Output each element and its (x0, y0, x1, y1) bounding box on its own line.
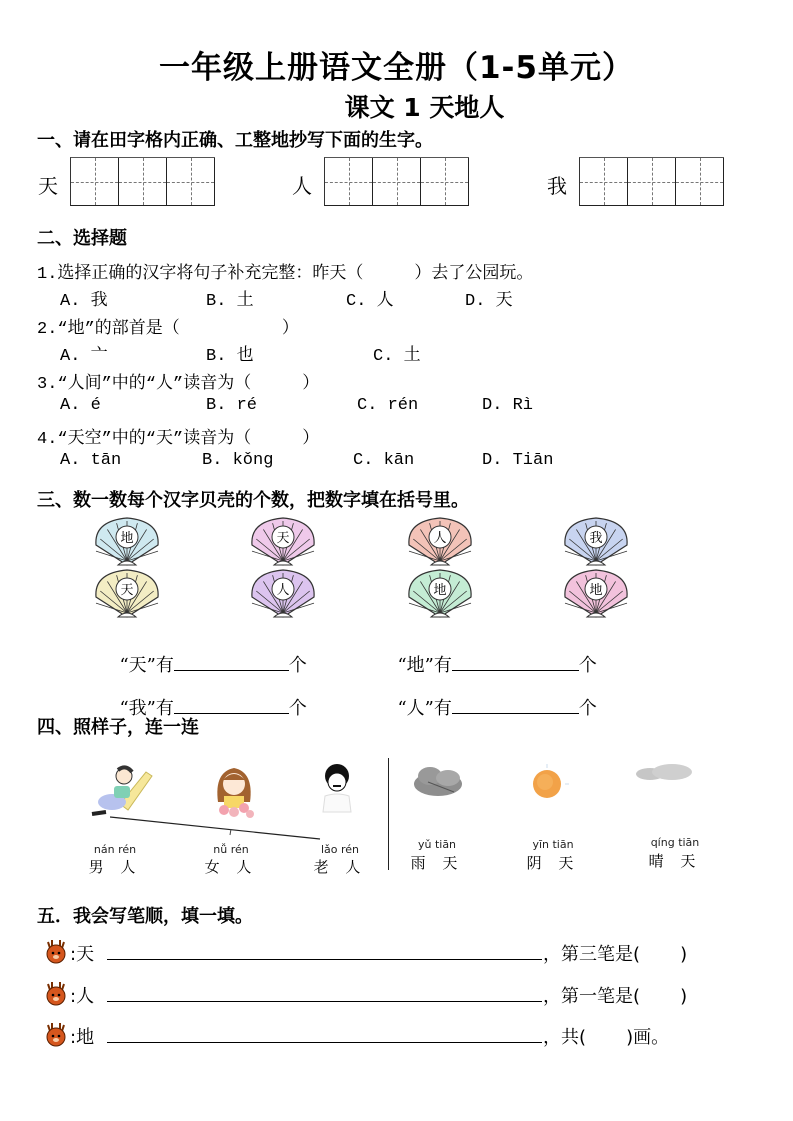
page-title: 一年级上册语文全册（1-5单元） (158, 50, 634, 86)
q3-option-a[interactable]: A. é (60, 396, 101, 415)
fill-suffix: 个 (288, 655, 307, 676)
cloud-icon[interactable] (632, 760, 697, 785)
question-3: 3.“人间”中的“人”读音为（ ） (37, 375, 320, 394)
grid-cell[interactable] (373, 158, 421, 205)
shell-char: 地 (120, 531, 134, 546)
stroke-question: ，共( )画。 (543, 1027, 670, 1048)
grid-label-ren: 人 (292, 174, 312, 198)
shell-char: 地 (433, 583, 447, 598)
grid-label-wo: 我 (547, 174, 567, 198)
word-yutian[interactable]: 雨 天 (410, 854, 464, 872)
answer-blank[interactable] (174, 697, 289, 714)
shell-1 (92, 515, 162, 567)
shell-7 (405, 567, 475, 619)
pinyin-yintian: yīn tiān (532, 838, 574, 851)
shell-char: 人 (433, 531, 447, 546)
rain-cloud-icon[interactable] (408, 762, 468, 802)
deer-icon (43, 980, 69, 1006)
stroke-char: :人 (70, 986, 95, 1007)
answer-blank[interactable] (174, 654, 289, 671)
shell-4 (561, 515, 631, 567)
section5-heading: 五．我会写笔顺，填一填。 (37, 906, 253, 927)
shell-char: 天 (120, 583, 134, 598)
fill-suffix: 个 (578, 655, 597, 676)
answer-blank[interactable] (452, 654, 579, 671)
old-man-illustration[interactable] (315, 762, 360, 817)
count-fill-tian (108, 630, 307, 677)
fill-prefix: “天”有 (119, 655, 174, 676)
stroke-question: ，第三笔是( ) (543, 944, 688, 965)
grid-cell[interactable] (167, 158, 215, 205)
q1-option-a[interactable]: A. 我 (60, 292, 108, 311)
shell-3 (405, 515, 475, 567)
q1-option-c[interactable]: C. 人 (346, 292, 394, 311)
shell-char: 人 (276, 583, 290, 598)
q3-option-b[interactable]: B. ré (206, 396, 258, 415)
stroke-question: ，第一笔是( ) (543, 986, 688, 1007)
deer-icon (43, 1021, 69, 1047)
stroke-order-blank[interactable] (107, 958, 542, 960)
question-1: 1.选择正确的汉字将句子补充完整：昨天（ ）去了公园玩。 (37, 265, 534, 284)
stroke-char: :地 (70, 1027, 95, 1048)
grid-cell[interactable] (325, 158, 373, 205)
stroke-order-blank[interactable] (107, 1041, 542, 1043)
example-connect-line (110, 815, 330, 845)
section1-heading: 一、请在田字格内正确、工整地抄写下面的生字。 (37, 130, 433, 151)
shell-2 (248, 515, 318, 567)
count-fill-ren (386, 673, 597, 720)
q4-option-a[interactable]: A. tān (60, 451, 122, 470)
q3-option-d[interactable]: D. Rì (482, 396, 534, 415)
pinyin-qingtian: qíng tiān (650, 836, 700, 849)
q2-option-c[interactable]: C. 土 (373, 347, 421, 366)
q4-option-b[interactable]: B. kǒng (202, 451, 274, 470)
grid-cell[interactable] (580, 158, 628, 205)
woman-illustration[interactable] (204, 762, 264, 822)
lesson-subtitle: 课文 1 天地人 (344, 93, 505, 122)
q3-option-c[interactable]: C. rén (357, 396, 419, 415)
deer-icon (43, 938, 69, 964)
count-fill-di (386, 630, 597, 677)
pinyin-nanren: nán rén (93, 843, 137, 856)
question-2: 2.“地”的部首是（ ） (37, 320, 299, 339)
shell-char: 天 (276, 531, 290, 546)
fill-suffix: 个 (578, 698, 597, 719)
q2-option-a[interactable]: A. 亠 (60, 347, 108, 366)
shell-char: 地 (589, 583, 603, 598)
q4-option-d[interactable]: D. Tiān (482, 451, 554, 470)
column-divider (388, 758, 389, 870)
shell-8 (561, 567, 631, 619)
tianzige-grid-tian[interactable] (70, 157, 215, 206)
stroke-order-blank[interactable] (107, 1000, 542, 1002)
grid-label-tian: 天 (38, 174, 58, 198)
shell-5 (92, 567, 162, 619)
fill-prefix: “人”有 (397, 698, 452, 719)
word-qingtian[interactable]: 晴 天 (648, 852, 702, 870)
section3-heading: 三、数一数每个汉字贝壳的个数，把数字填在括号里。 (37, 490, 469, 511)
man-illustration[interactable] (88, 762, 158, 822)
stroke-char: :天 (70, 944, 95, 965)
pinyin-laoren: lǎo rén (320, 843, 360, 856)
section2-heading: 二、选择题 (37, 228, 127, 249)
fill-suffix: 个 (288, 698, 307, 719)
word-nanren[interactable]: 男 人 (88, 858, 142, 876)
grid-cell[interactable] (676, 158, 724, 205)
shell-char: 我 (589, 531, 603, 546)
shell-6 (248, 567, 318, 619)
fill-prefix: “我”有 (119, 698, 174, 719)
q4-option-c[interactable]: C. kān (353, 451, 415, 470)
grid-cell[interactable] (119, 158, 167, 205)
section4-heading: 四、照样子，连一连 (37, 717, 199, 738)
word-nvren[interactable]: 女 人 (204, 858, 258, 876)
q1-option-b[interactable]: B. 土 (206, 292, 254, 311)
tianzige-grid-wo[interactable] (579, 157, 724, 206)
fill-prefix: “地”有 (397, 655, 452, 676)
grid-cell[interactable] (421, 158, 469, 205)
word-laoren[interactable]: 老 人 (313, 858, 367, 876)
word-yintian[interactable]: 阴 天 (526, 854, 580, 872)
q2-option-b[interactable]: B. 也 (206, 347, 254, 366)
sun-icon[interactable] (525, 762, 570, 807)
pinyin-nvren: nǚ rén (213, 843, 249, 856)
tianzige-grid-ren[interactable] (324, 157, 469, 206)
question-4: 4.“天空”中的“天”读音为（ ） (37, 430, 320, 449)
answer-blank[interactable] (452, 697, 579, 714)
q1-option-d[interactable]: D. 天 (465, 292, 513, 311)
pinyin-yutian: yǔ tiān (417, 838, 457, 851)
grid-cell[interactable] (71, 158, 119, 205)
grid-cell[interactable] (628, 158, 676, 205)
